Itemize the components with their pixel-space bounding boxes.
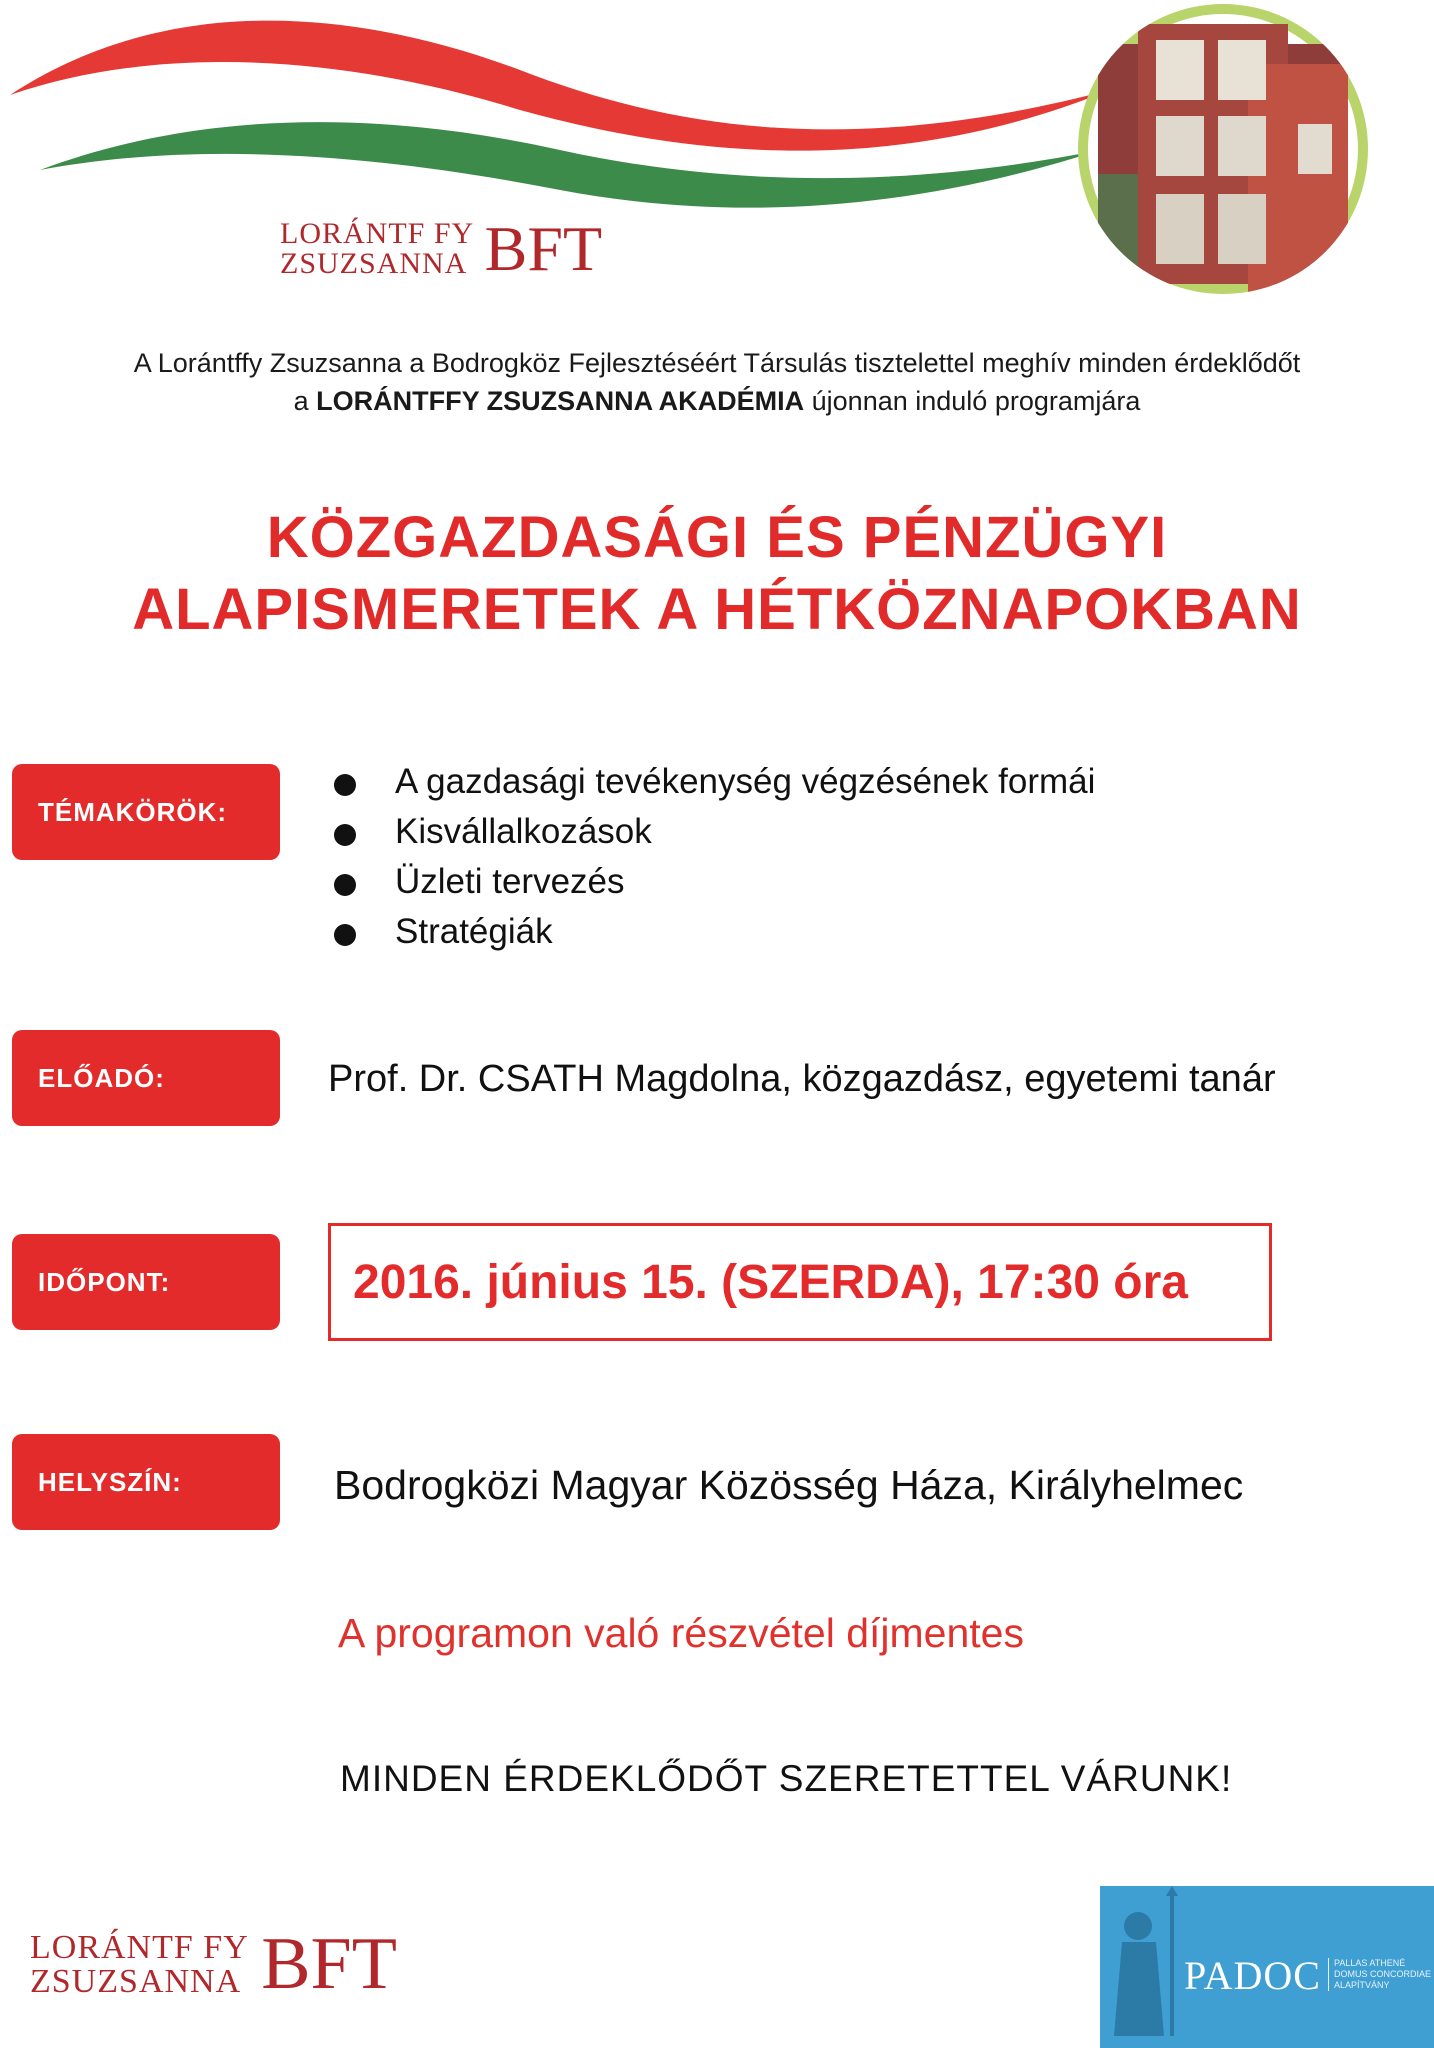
bullet-icon <box>334 774 356 796</box>
intro-line-2 <box>0 386 1434 417</box>
topic-text: Stratégiák <box>395 912 553 951</box>
topic-text: Kisvállalkozások <box>395 812 652 851</box>
padoc-subtitle: PALLAS ATHENÉ DOMUS CONCORDIAE ALAPÍTVÁNY <box>1328 1958 1434 1991</box>
bullet-icon <box>334 924 356 946</box>
topic-text: A gazdasági tevékenység végzésének formái <box>395 762 1096 801</box>
event-date-box: 2016. június 15. (SZERDA), 17:30 óra <box>328 1223 1272 1341</box>
topic-item <box>330 812 1095 852</box>
padoc-logo <box>1100 1886 1434 2048</box>
time-label: IDŐPONT: <box>12 1234 280 1330</box>
logo-line-1: LORÁNTF FY <box>30 1928 249 1966</box>
topics-label: TÉMAKÖRÖK: <box>12 764 280 860</box>
logo-mark: BFT <box>261 1923 397 2005</box>
padoc-name: PADOC <box>1184 1953 1321 1998</box>
topic-item <box>330 862 1095 902</box>
bullet-icon <box>334 874 356 896</box>
welcome-text: MINDEN ÉRDEKLŐDŐT SZERETETTEL VÁRUNK! <box>340 1758 1233 1799</box>
place-value: Bodrogközi Magyar Közösség Háza, Királyhelmec <box>334 1462 1244 1508</box>
bullet-icon <box>334 824 356 846</box>
academy-name: LORÁNTFFY ZSUZSANNA AKADÉMIA <box>316 386 805 416</box>
topics-list <box>330 762 1095 962</box>
intro-line-1: A Lorántffy Zsuzsanna a Bodrogköz Fejlesztéséért Társulás tisztelettel meghív minden érdeklődőt <box>133 348 1301 378</box>
event-title-line-2: ALAPISMERETEK A HÉTKÖZNAPOKBAN <box>132 577 1302 642</box>
athena-statue-icon <box>1100 1886 1190 2048</box>
speaker-value: Prof. Dr. CSATH Magdolna, közgazdász, egyetemi tanár <box>328 1058 1276 1100</box>
speaker-label: ELŐADÓ: <box>12 1030 280 1126</box>
topic-item <box>330 912 1095 952</box>
intro-prefix: a <box>293 386 309 416</box>
free-participation-note: A programon való részvétel díjmentes <box>338 1610 1024 1656</box>
topic-text: Üzleti tervezés <box>395 862 625 901</box>
logo-line-1: LORÁNTF FY <box>280 217 475 250</box>
event-title-line-1: KÖZGAZDASÁGI ÉS PÉNZÜGYI <box>266 505 1168 570</box>
building-photo <box>1078 4 1368 294</box>
logo-line-2: ZSUZSANNA <box>30 1962 242 2000</box>
topic-item <box>330 762 1095 802</box>
logo-line-2: ZSUZSANNA <box>280 247 468 280</box>
logo-mark: BFT <box>484 213 603 284</box>
lorantffy-bft-logo <box>280 212 602 286</box>
lorantffy-bft-logo-footer <box>30 1922 397 2007</box>
intro-suffix: újonnan induló programjára <box>811 386 1141 416</box>
place-label: HELYSZÍN: <box>12 1434 280 1530</box>
